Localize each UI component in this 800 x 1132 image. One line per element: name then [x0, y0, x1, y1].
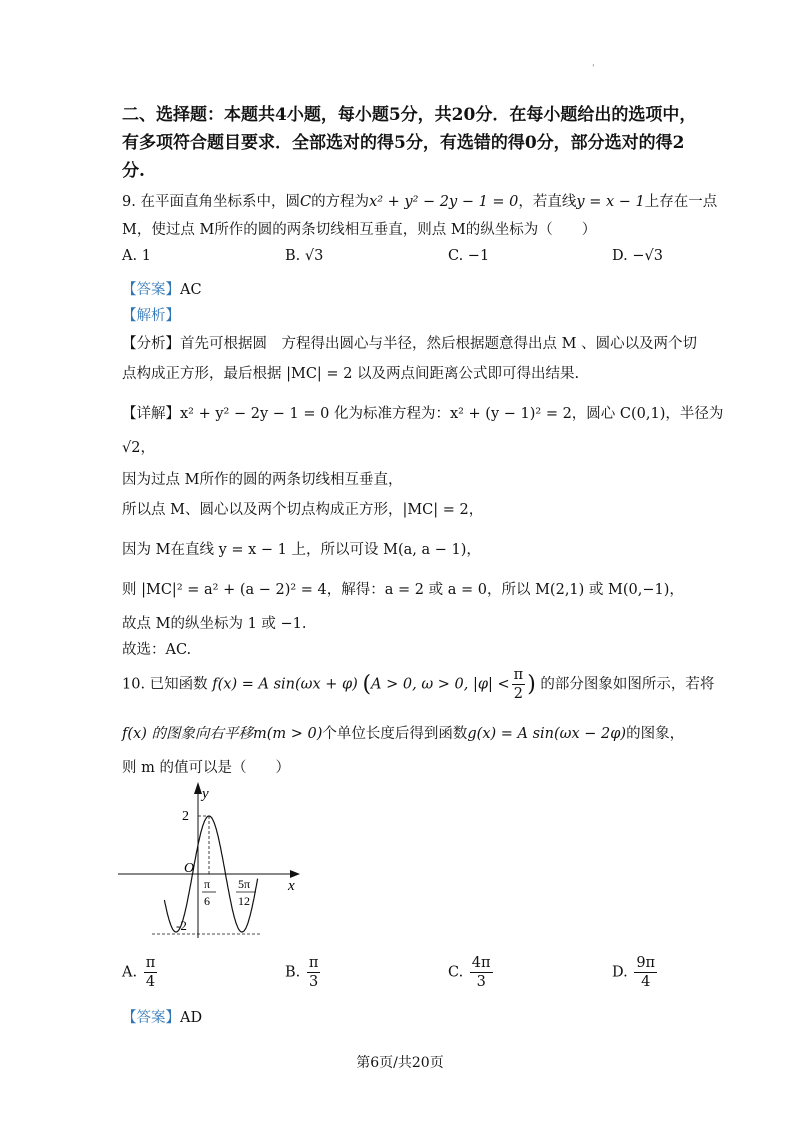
q10-text: 个单位长度后得到函数: [322, 726, 468, 742]
q9-stem-line1: [122, 190, 717, 211]
option-fraction: [307, 954, 321, 991]
q10-stem-line2: [122, 722, 684, 743]
y-axis-label: y: [202, 786, 209, 802]
q10-shift: m(m > 0): [252, 726, 323, 742]
q9-step3: 因为 M在直线 y = x − 1 上，所以可设 M(a, a − 1)，: [122, 542, 481, 558]
denominator: 4: [641, 974, 651, 990]
q9-step6: 故选：AC.: [122, 642, 192, 658]
q9-step5: 故点 M的纵坐标为 1 或 −1.: [122, 616, 307, 632]
q9-circle-equation: x² + y² − 2y − 1 = 0: [369, 194, 519, 210]
q10-option-d: [612, 954, 659, 991]
tick2-denominator: 12: [238, 894, 250, 908]
tick2-numerator: 5π: [238, 877, 251, 891]
q9-option-c: C. −1: [448, 248, 490, 264]
q9-answer: [122, 278, 202, 299]
q9-text: 上存在一点: [644, 194, 718, 210]
origin-label: O: [184, 861, 195, 876]
option-fraction: [634, 954, 657, 991]
paren-right: ): [527, 672, 536, 697]
q9-stem-line2: M，使过点 M所作的圆的两条切线相互垂直，则点 M的纵坐标为（ ）: [122, 222, 597, 238]
denominator: 4: [145, 974, 156, 990]
q9-option-d: D. −√3: [612, 248, 663, 264]
option-letter: A.: [122, 964, 138, 981]
q10-function: f(x) = A sin(ωx + φ): [212, 676, 358, 693]
option-letter: D.: [612, 964, 628, 981]
q9-circle-name: C: [299, 194, 312, 210]
q9-step4: 则 |MC|² = a² + (a − 2)² = 4，解得：a = 2 或 a = 0，所以 M(2,1) 或 M(0,−1)，: [122, 582, 684, 598]
option-fraction: [470, 954, 493, 991]
denominator: 2: [513, 686, 524, 702]
q9-step1: 因为过点 M所作的圆的两条切线相互垂直，: [122, 472, 403, 488]
q10-g-function: g(x) = A sin(ωx − 2φ): [467, 726, 627, 742]
numerator: π: [308, 955, 319, 971]
q10-answer: [122, 1006, 202, 1027]
paren-left: (: [362, 672, 372, 697]
q9-analysis-line1: [122, 332, 697, 353]
section-heading-line1: 二、选择题：本题共4小题，每小题5分，共20分．在每小题给出的选项中，: [122, 105, 697, 125]
q9-analysis-line2: 点构成正方形，最后根据 |MC| = 2 以及两点间距离公式即可得出结果.: [122, 366, 580, 382]
numerator: 9π: [636, 955, 656, 971]
q9-detail-line1: [122, 402, 723, 423]
q10-text: 的图象，: [626, 726, 685, 742]
q9-detail-line2: √2，: [122, 440, 155, 456]
tick1-denominator: 6: [204, 894, 210, 908]
denominator: 3: [476, 974, 486, 990]
section-heading-line3: 分.: [122, 161, 145, 181]
page-footer: 第6页/共20页: [356, 1055, 444, 1071]
x-axis-label: x: [288, 878, 295, 894]
min-label: -2: [176, 918, 187, 933]
denominator: 3: [309, 974, 319, 990]
q9-analysis-tag: 【解析】: [122, 308, 180, 324]
analysis-tag: 【分析】: [122, 336, 180, 352]
q9-option-b: B. √3: [285, 248, 324, 264]
q9-text: 9. 在平面直角坐标系中，圆: [122, 194, 300, 210]
sine-graph: [118, 780, 308, 940]
section-heading-line2: 有多项符合题目要求．全部选对的得5分，有选错的得0分，部分选对的得2: [122, 133, 685, 153]
q10-option-a: [122, 954, 159, 991]
q9-line-equation: y = x − 1: [576, 194, 645, 210]
q9-option-a: A. 1: [122, 248, 151, 264]
y-axis-arrow: [194, 782, 202, 794]
q9-step2: 所以点 M、圆心以及两个切点构成正方形，|MC| = 2，: [122, 502, 484, 518]
corner-mark: ': [592, 64, 595, 74]
q10-stem-line1: [122, 666, 714, 703]
q10-stem-line3: 则 m 的值可以是（ ）: [122, 760, 290, 776]
q10-text: 10. 已知函数: [122, 676, 208, 693]
q10-option-b: [285, 954, 322, 991]
analysis-text: 首先可根据圆 方程得出圆心与半径，然后根据题意得出点 M 、圆心以及两个切: [180, 336, 698, 352]
option-letter: C.: [448, 964, 464, 981]
q10-condition: A > 0, ω > 0, |φ| <: [371, 676, 510, 693]
q10-fraction: [512, 666, 526, 703]
q10-text: f(x) 的图象向右平移: [122, 726, 253, 742]
option-fraction: [144, 954, 158, 991]
detail-tag: 【详解】: [122, 406, 180, 422]
numerator: π: [513, 667, 524, 683]
q9-text: 的方程为: [311, 194, 370, 210]
option-letter: B.: [285, 964, 301, 981]
q10-option-c: [448, 954, 495, 991]
x-axis-arrow: [290, 870, 300, 878]
tick1-numerator: π: [204, 877, 211, 891]
answer-tag: 【答案】: [122, 282, 180, 298]
max-label: 2: [182, 809, 189, 824]
numerator: 4π: [471, 955, 491, 971]
numerator: π: [145, 955, 156, 971]
answer-tag: 【答案】: [122, 1010, 180, 1026]
answer-value: AD: [180, 1010, 203, 1026]
answer-value: AC: [180, 282, 202, 298]
q10-text: 的部分图象如图所示，若将: [540, 676, 715, 693]
q9-text: ，若直线: [518, 194, 577, 210]
detail-text: x² + y² − 2y − 1 = 0 化为标准方程为：x² + (y − 1)² = 2，圆心 C(0,1)，半径为: [180, 406, 724, 422]
